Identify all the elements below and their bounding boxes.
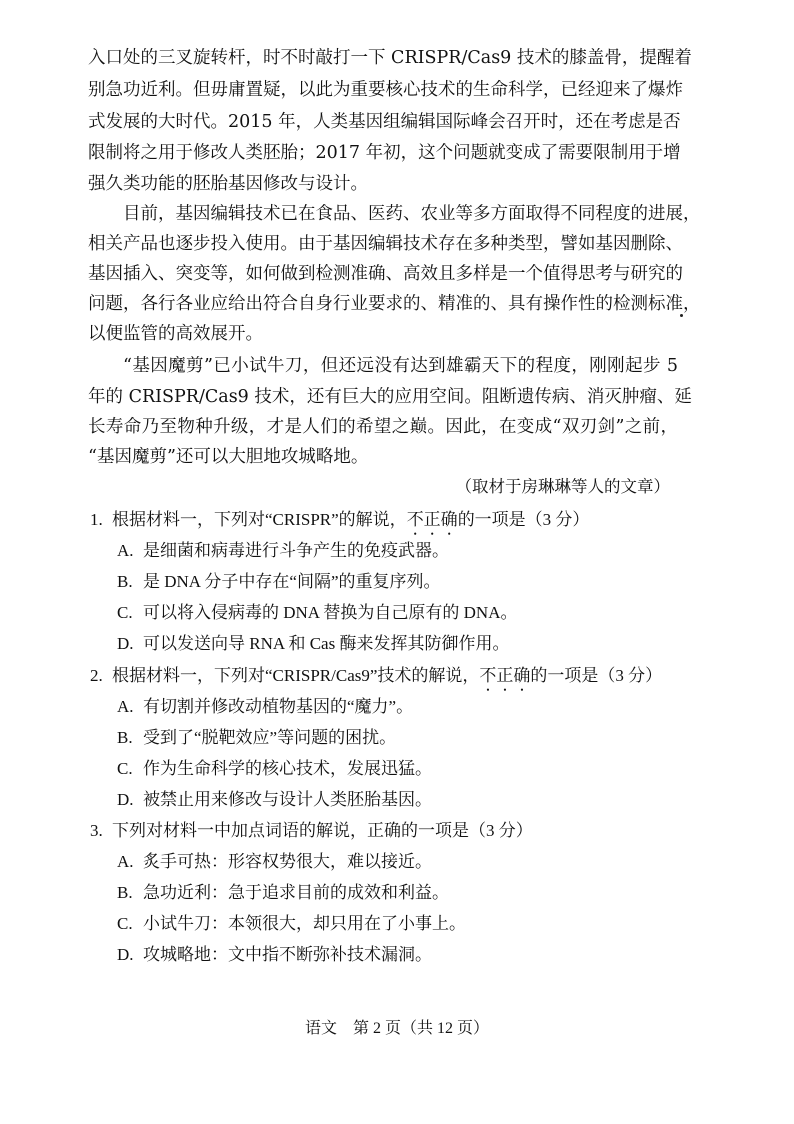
question-1-option-c: [117, 597, 677, 628]
option-text: 炙手可热：形容权势很大，难以接近。: [143, 852, 432, 871]
option-letter: C.: [117, 603, 133, 622]
question-2-option-b: [117, 722, 677, 753]
question-text: 的一项是（3 分）: [530, 666, 663, 685]
question-text: 根据材料一，下列对“CRISPR”的解说，: [112, 510, 407, 529]
passage-line: 目前，基因编辑技术已在食品、医药、农业等多方面取得不同程度的进展，: [123, 204, 701, 224]
option-text: 急功近利：急于追求目前的成效和利益。: [143, 883, 449, 902]
passage-line: 问题，各行各业应给出符合自身行业要求的、精准的、具有操作性的检测标准，: [88, 294, 701, 314]
passage-line: 基因插入、突变等，如何做到检测准确、高效且多样是一个值得思考与研究的: [88, 264, 683, 284]
question-1-option-b: [117, 566, 677, 597]
option-text: 攻城略地：文中指不断弥补技术漏洞。: [143, 945, 432, 964]
passage-line: 年的 CRISPR/Cas9 技术，还有巨大的应用空间。阻断遗传病、消灭肿瘤、延: [88, 387, 692, 407]
question-1-stem: [90, 504, 690, 539]
option-letter: D.: [117, 945, 134, 964]
option-text: 受到了“脱靶效应”等问题的困扰。: [143, 728, 397, 747]
passage-line: 长寿命乃至物种升级，才是人们的希望之巅。因此，在变成“双刃剑”之前，: [88, 417, 678, 437]
option-text: 小试牛刀：本领很大，却只用在了小事上。: [143, 914, 466, 933]
passage-line: “基因魔剪”已小试牛刀，但还远没有达到雄霸天下的程度，刚刚起步 5: [123, 356, 678, 376]
question-number: 1.: [90, 510, 103, 529]
question-1-option-d: [117, 628, 677, 659]
passage-line: 限制将之用于修改人类胚胎；2017 年初，这个问题就变成了需要限制用于增: [88, 143, 681, 163]
question-3-option-c: [117, 908, 677, 939]
question-3-option-d: [117, 939, 677, 970]
emphasized-text: 不正确: [406, 510, 458, 529]
question-2-option-a: [117, 691, 677, 722]
question-2-option-c: [117, 753, 677, 784]
source-citation: （取材于房琳琳等人的文章）: [455, 477, 670, 496]
passage-line: 强久类功能的胚胎基因修改与设计。: [88, 174, 368, 194]
passage-line: 相关产品也逐步投入使用。由于基因编辑技术存在多种类型，譬如基因删除、: [88, 234, 683, 254]
question-3-stem: [90, 815, 690, 846]
option-text: 有切割并修改动植物基因的“魔力”。: [143, 697, 414, 716]
page-footer: 语文 第 2 页（共 12 页）: [304, 1020, 489, 1037]
option-letter: A.: [117, 697, 134, 716]
question-number: 3.: [90, 821, 103, 840]
question-number: 2.: [90, 666, 103, 685]
scan-speck: [680, 314, 683, 317]
option-text: 被禁止用来修改与设计人类胚胎基因。: [143, 790, 432, 809]
passage-line: 以便监管的高效展开。: [88, 324, 263, 344]
option-letter: B.: [117, 883, 133, 902]
option-letter: A.: [117, 541, 134, 560]
question-1-option-a: [117, 535, 677, 566]
emphasized-text: 不正确: [479, 666, 531, 685]
option-text: 可以发送向导 RNA 和 Cas 酶来发挥其防御作用。: [143, 634, 510, 653]
option-text: 是细菌和病毒进行斗争产生的免疫武器。: [143, 541, 449, 560]
option-letter: B.: [117, 728, 133, 747]
question-text: 根据材料一，下列对“CRISPR/Cas9”技术的解说，: [112, 666, 480, 685]
option-letter: C.: [117, 914, 133, 933]
option-letter: D.: [117, 790, 134, 809]
question-text: 的一项是（3 分）: [457, 510, 590, 529]
option-text: 作为生命科学的核心技术，发展迅猛。: [143, 759, 432, 778]
option-letter: A.: [117, 852, 134, 871]
option-letter: C.: [117, 759, 133, 778]
question-3-option-a: [117, 846, 677, 877]
passage-line: 入口处的三叉旋转杆，时不时敲打一下 CRISPR/Cas9 技术的膝盖骨，提醒着: [88, 48, 692, 68]
question-3-option-b: [117, 877, 677, 908]
question-2-option-d: [117, 784, 677, 815]
option-text: 是 DNA 分子中存在“间隔”的重复序列。: [143, 572, 441, 591]
option-text: 可以将入侵病毒的 DNA 替换为自己原有的 DNA。: [143, 603, 518, 622]
option-letter: B.: [117, 572, 133, 591]
question-text: 下列对材料一中加点词语的解说，正确的一项是（3 分）: [112, 821, 533, 840]
passage-line: 式发展的大时代。2015 年，人类基因组编辑国际峰会召开时，还在考虑是否: [88, 112, 681, 132]
passage-line: “基因魔剪”还可以大胆地攻城略地。: [88, 447, 369, 467]
option-letter: D.: [117, 634, 134, 653]
question-2-stem: [90, 660, 690, 695]
passage-line: 别急功近利。但毋庸置疑，以此为重要核心技术的生命科学，已经迎来了爆炸: [88, 80, 683, 100]
